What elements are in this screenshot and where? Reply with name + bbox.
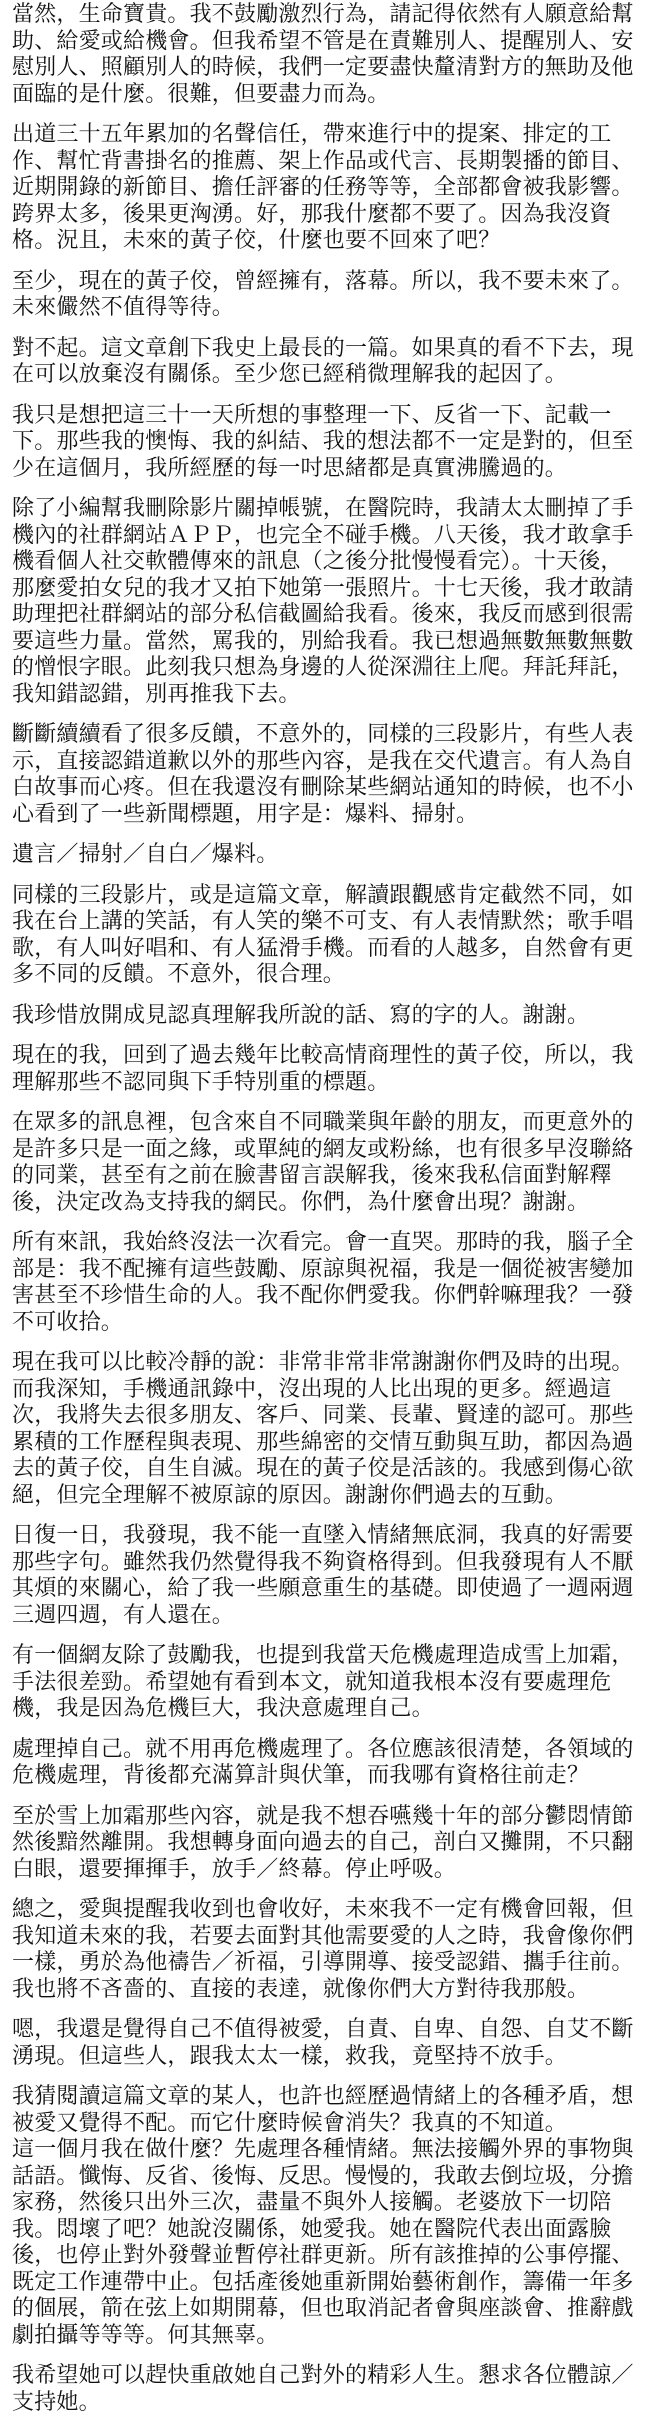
text-line: 那些字句。雖然我仍然覺得我不夠資格得到。但我發現有人不厭 xyxy=(12,1549,634,1575)
paragraph xyxy=(12,722,642,828)
text-line: 總之，愛與提醒我收到也會收好，未來我不一定有機會回報，但 xyxy=(12,1897,634,1922)
paragraph xyxy=(12,1230,642,1336)
paragraph xyxy=(12,1350,642,1509)
text-line: 危機處理，背後都充滿算計與伏筆，而我哪有資格往前走？ xyxy=(12,1763,590,1788)
text-line: 對不起。這文章創下我史上最長的一篇。如果真的看不下去，現 xyxy=(12,335,634,361)
text-line: 在可以放棄沒有關係。至少您已經稍微理解我的起因了。 xyxy=(12,362,568,387)
text-line: 現在我可以比較冷靜的說：非常非常非常謝謝你們及時的出現。 xyxy=(12,1350,634,1375)
text-line: 慰別人、照顧別人的時候，我們一定要盡快釐清對方的無助及他 xyxy=(12,55,634,80)
text-line: 後，也停止對外發聲並暫停社群更新。所有該推掉的公事停擺、 xyxy=(12,2243,634,2268)
paragraph xyxy=(12,1003,642,1030)
text-line: 的憎恨字眼。此刻我只想為身邊的人從深淵往上爬。拜託拜託， xyxy=(12,655,634,680)
text-line: 下。那些我的懊悔、我的糾結、我的想法都不一定是對的，但至 xyxy=(12,429,634,454)
text-line: 既定工作連帶中止。包括產後她重新開始藝術創作，籌備一年多 xyxy=(12,2269,634,2295)
text-line: 害甚至不珍惜生命的人。我不配你們愛我。你們幹嘛理我？一發 xyxy=(12,1283,634,1308)
text-line: 絕，但完全理解不被原諒的原因。謝謝你們過去的互動。 xyxy=(12,1482,568,1508)
text-line: 嗯，我還是覺得自己不值得被愛，自責、自卑、自怨、自艾不斷 xyxy=(12,2017,634,2042)
text-line: 的同業，甚至有之前在臉書留言誤解我，後來我私信面對解釋 xyxy=(12,1163,612,1188)
text-line: 我猜閱讀這篇文章的某人，也許也經歷過情緒上的各種矛盾，想 xyxy=(12,2084,634,2109)
text-line: 至少，現在的黃子佼，曾經擁有，落幕。所以，我不要未來了。 xyxy=(12,268,634,294)
text-line: 至於雪上加霜那些內容，就是我不想吞嚥幾十年的部分鬱悶情節 xyxy=(12,1803,634,1829)
text-line: 家務，然後只出外三次，盡量不與外人接觸。老婆放下一切陪 xyxy=(12,2190,612,2215)
text-line: 我知錯認錯，別再推我下去。 xyxy=(12,681,301,707)
text-line: 現在的我，回到了過去幾年比較高情商理性的黃子佼，所以，我 xyxy=(12,1043,634,1068)
text-line: 去的黃子佼，自生自滅。現在的黃子佼是活該的。我感到傷心欲 xyxy=(12,1456,634,1481)
paragraph xyxy=(12,403,642,483)
text-line: 我希望她可以趕快重啟她自己對外的精彩人生。懇求各位體諒／ xyxy=(12,2363,634,2388)
text-line: 要這些力量。當然，罵我的，別給我看。我已想過無數無數無數 xyxy=(12,628,634,654)
paragraph xyxy=(12,883,642,989)
text-line: 白眼，還要揮揮手，放手／終幕。停止呼吸。 xyxy=(12,1856,457,1882)
text-line: 我知道未來的我，若要去面對其他需要愛的人之時，我會像你們 xyxy=(12,1923,634,1949)
text-line: 機看個人社交軟體傳來的訊息（之後分批慢慢看完）。十天後， xyxy=(12,549,623,574)
paragraph xyxy=(12,1523,642,1629)
paragraph xyxy=(12,2084,642,2349)
text-line: 心看到了一些新聞標題，用字是：爆料、掃射。 xyxy=(12,801,479,827)
text-line: 作、幫忙背書掛名的推薦、架上作品或代言、長期製播的節目、 xyxy=(12,148,634,174)
text-line: 在眾多的訊息裡，包含來自不同職業與年齡的朋友，而更意外的 xyxy=(12,1110,634,1135)
text-line: 助、給愛或給機會。但我希望不管是在責難別人、提醒別人、安 xyxy=(12,28,634,54)
text-line: 斷斷續續看了很多反饋，不意外的，同樣的三段影片，有些人表 xyxy=(12,722,634,747)
text-line: 除了小編幫我刪除影片關掉帳號，在醫院時，我請太太刪掉了手 xyxy=(12,496,634,521)
text-line: 我也將不吝嗇的、直接的表達，就像你們大方對待我那般。 xyxy=(12,1976,590,2002)
paragraph xyxy=(12,2017,642,2070)
paragraph xyxy=(12,2363,642,2416)
text-line: 同樣的三段影片，或是這篇文章，解讀跟觀感肯定截然不同，如 xyxy=(12,882,634,908)
paragraph xyxy=(12,1043,642,1096)
text-line: 理解那些不認同與下手特別重的標題。 xyxy=(12,1069,390,1095)
text-line: 後，決定改為支持我的網民。你們，為什麼會出現？謝謝。 xyxy=(12,1189,590,1215)
text-line: 三週四週，有人還在。 xyxy=(12,1602,235,1628)
text-line: 近期開錄的新節目、擔任評審的任務等等，全部都會被我影響。 xyxy=(12,175,634,200)
text-line: 湧現。但這些人，跟我太太一樣，救我，竟堅持不放手。 xyxy=(12,2043,568,2069)
paragraph xyxy=(12,1737,642,1790)
text-line: 遺言／掃射／自白／爆料。 xyxy=(12,842,279,867)
text-line: 累積的工作歷程與表現、那些綿密的交情互動與互助，都因為過 xyxy=(12,1429,634,1455)
post-body xyxy=(12,2,642,2416)
paragraph xyxy=(12,336,642,389)
text-line: 所有來訊，我始終沒法一次看完。會一直哭。那時的我，腦子全 xyxy=(12,1230,634,1255)
text-line: 機內的社群網站ＡＰＰ，也完全不碰手機。八天後，我才敢拿手 xyxy=(12,522,634,548)
text-line: 示，直接認錯道歉以外的那些內容，是我在交代遺言。有人為自 xyxy=(12,748,634,774)
text-line: 白故事而心疼。但在我還沒有刪除某些網站通知的時候，也不小 xyxy=(12,775,634,800)
text-line: 機，我是因為危機巨大，我決意處理自己。 xyxy=(12,1696,434,1721)
text-line: 出道三十五年累加的名聲信任，帶來進行中的提案、排定的工 xyxy=(12,122,612,147)
paragraph xyxy=(12,842,642,869)
text-line: 一樣，勇於為他禱告／祈福，引導開導、接受認錯、攜手往前。 xyxy=(12,1950,634,1975)
text-line: 部是：我不配擁有這些鼓勵、原諒與祝福，我是一個從被害變加 xyxy=(12,1256,634,1282)
paragraph xyxy=(12,122,642,255)
text-line: 我只是想把這三十一天所想的事整理一下、反省一下、記載一 xyxy=(12,402,612,428)
text-line: 那麼愛拍女兒的我才又拍下她第一張照片。十七天後，我才敢請 xyxy=(12,575,634,601)
text-line: 然後黯然離開。我想轉身面向過去的自己，剖白又攤開，不只翻 xyxy=(12,1830,634,1855)
paragraph xyxy=(12,1897,642,2003)
text-line: 我。悶壞了吧？她說沒關係，她愛我。她在醫院代表出面露臉 xyxy=(12,2216,612,2242)
text-line: 其煩的來關心，給了我一些願意重生的基礎。即使過了一週兩週 xyxy=(12,1576,634,1601)
paragraph xyxy=(12,1643,642,1723)
paragraph xyxy=(12,1804,642,1884)
text-line: 多不同的反饋。不意外，很合理。 xyxy=(12,962,346,987)
text-line: 有一個網友除了鼓勵我，也提到我當天危機處理造成雪上加霜， xyxy=(12,1643,634,1668)
paragraph xyxy=(12,269,642,322)
text-line: 日復一日，我發現，我不能一直墜入情緒無底洞，我真的好需要 xyxy=(12,1523,634,1548)
text-line: 而我深知，手機通訊錄中，沒出現的人比出現的更多。經過這 xyxy=(12,1376,612,1402)
text-line: 話語。懺悔、反省、後悔、反思。慢慢的，我敢去倒垃圾，分擔 xyxy=(12,2163,634,2189)
text-line: 格。況且，未來的黃子佼，什麼也要不回來了吧？ xyxy=(12,228,501,253)
text-line: 未來儼然不值得等待。 xyxy=(12,295,235,320)
paragraph xyxy=(12,2,642,108)
text-line: 劇拍攝等等等。何其無辜。 xyxy=(12,2322,279,2348)
paragraph xyxy=(12,1110,642,1216)
text-line: 我在台上講的笑話，有人笑的樂不可支、有人表情默然；歌手唱 xyxy=(12,909,634,934)
text-line: 次，我將失去很多朋友、客戶、同業、長輩、賢達的認可。那些 xyxy=(12,1403,634,1428)
text-line: 的個展，箭在弦上如期開幕，但也取消記者會與座談會、推辭戲 xyxy=(12,2296,634,2321)
text-line: 不可收拾。 xyxy=(12,1309,124,1335)
text-line: 當然，生命寶貴。我不鼓勵激烈行為，請記得依然有人願意給幫 xyxy=(12,2,634,27)
text-line: 這一個月我在做什麼？先處理各種情緒。無法接觸外界的事物與 xyxy=(12,2137,634,2162)
text-line: 少在這個月，我所經歷的每一吋思緒都是真實沸騰過的。 xyxy=(12,455,568,481)
text-line: 處理掉自己。就不用再危機處理了。各位應該很清楚，各領域的 xyxy=(12,1736,634,1762)
text-line: 手法很差勁。希望她有看到本文，就知道我根本沒有要處理危 xyxy=(12,1669,612,1695)
text-line: 被愛又覺得不配。而它什麼時候會消失？我真的不知道。 xyxy=(12,2110,568,2136)
text-line: 跨界太多，後果更洶湧。好，那我什麼都不要了。因為我沒資 xyxy=(12,201,612,227)
text-line: 歌，有人叫好唱和、有人猛滑手機。而看的人越多，自然會有更 xyxy=(12,935,634,961)
text-line: 支持她。 xyxy=(12,2389,101,2415)
text-line: 面臨的是什麼。很難，但要盡力而為。 xyxy=(12,81,390,107)
text-line: 助理把社群網站的部分私信截圖給我看。後來，我反而感到很需 xyxy=(12,602,634,627)
text-line: 是許多只是一面之緣，或單純的網友或粉絲，也有很多早沒聯絡 xyxy=(12,1136,634,1162)
paragraph xyxy=(12,496,642,708)
text-line: 我珍惜放開成見認真理解我所說的話、寫的字的人。謝謝。 xyxy=(12,1002,590,1028)
